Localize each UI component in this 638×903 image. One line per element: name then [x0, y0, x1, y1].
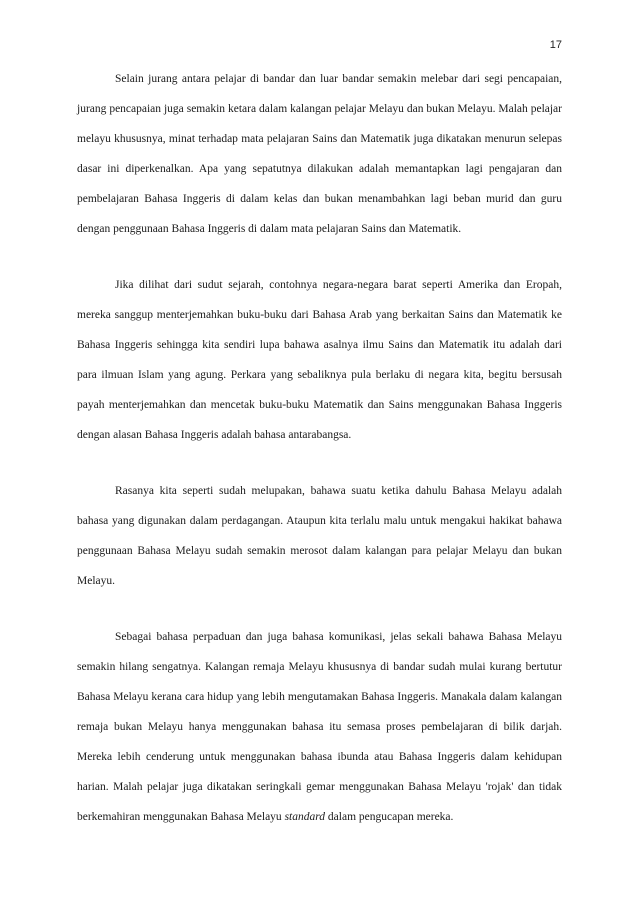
paragraph-4-italic-term: standard: [284, 811, 326, 823]
page-number: 17: [549, 39, 562, 51]
paragraph-4-text-after: dalam pengucapan mereka.: [325, 811, 454, 823]
paragraph-4: [77, 622, 562, 832]
paragraph-1: Selain jurang antara pelajar di bandar dan luar bandar semakin melebar dari segi pencapaian, jurang pencapaian juga semakin ketara dalam kalangan pelajar Melayu dan bukan Melayu. Malah pelajar melayu khususnya, minat terhadap mata pelajaran Sains dan Matematik juga dikatakan menurun selepas dasar ini diperkenalkan. Apa yang sepatutnya dilakukan adalah memantapkan lagi pengajaran dan pembelajaran Bahasa Inggeris di dalam kelas dan bukan menambahkan lagi beban murid dan guru dengan penggunaan Bahasa Inggeris di dalam mata pelajaran Sains dan Matematik.: [77, 73, 562, 235]
body-text: [77, 64, 562, 832]
paragraph-4-text-before: Sebagai bahasa perpaduan dan juga bahasa komunikasi, jelas sekali bahawa Bahasa Melayu semakin hilang sengatnya. Kalangan remaja Melayu khususnya di bandar sudah mulai kurang bertutur Bahasa Melayu kerana cara hidup yang lebih mengutamakan Bahasa Inggeris. Manakala dalam kalangan remaja bukan Melayu hanya menggunakan bahasa itu semasa proses pembelajaran di bilik darjah. Mereka lebih cenderung untuk menggunakan bahasa ibunda atau Bahasa Inggeris dalam kehidupan harian. Malah pelajar juga dikatakan seringkali gemar menggunakan Bahasa Melayu 'rojak' dan tidak berkemahiran menggunakan Bahasa Melayu: [77, 631, 562, 823]
paragraph-2: Jika dilihat dari sudut sejarah, contohnya negara-negara barat seperti Amerika dan Eropah, mereka sanggup menterjemahkan buku-buku dari Bahasa Arab yang berkaitan Sains dan Matematik ke Bahasa Inggeris sehingga kita sendiri lupa bahawa asalnya ilmu Sains dan Matematik itu adalah dari para ilmuan Islam yang agung. Perkara yang sebaliknya pula berlaku di negara kita, begitu bersusah payah menterjemahkan dan mencetak buku-buku Matematik dan Sains menggunakan Bahasa Inggeris dengan alasan Bahasa Inggeris adalah bahasa antarabangsa.: [77, 279, 562, 441]
paragraph-3: Rasanya kita seperti sudah melupakan, bahawa suatu ketika dahulu Bahasa Melayu adalah bahasa yang digunakan dalam perdagangan. Ataupun kita terlalu malu untuk mengakui hakikat bahawa penggunaan Bahasa Melayu sudah semakin merosot dalam kalangan para pelajar Melayu dan bukan Melayu.: [77, 485, 562, 587]
